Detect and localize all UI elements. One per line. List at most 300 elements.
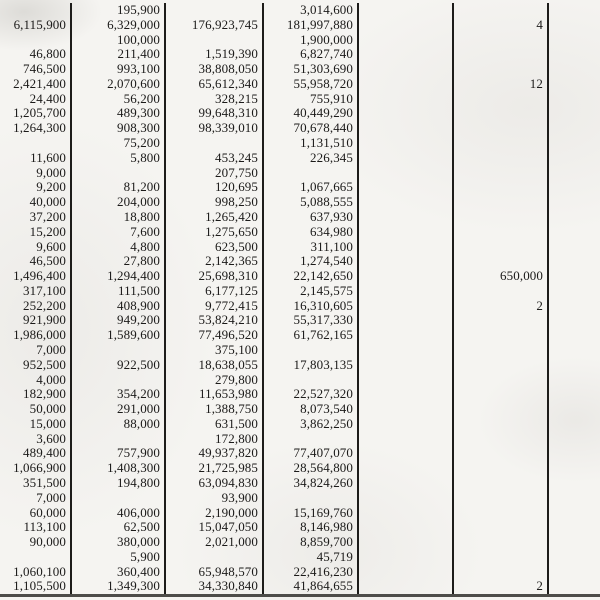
table-cell: 1,294,400	[72, 269, 166, 284]
table-cell: 9,600	[0, 240, 72, 255]
table-cell	[549, 506, 600, 521]
table-cell	[166, 33, 264, 48]
table-cell	[454, 225, 549, 240]
table-cell	[359, 77, 454, 92]
table-cell	[454, 402, 549, 417]
table-cell: 380,000	[72, 535, 166, 550]
table-cell: 56,200	[72, 92, 166, 107]
table-cell	[549, 3, 600, 18]
table-cell	[166, 550, 264, 565]
table-cell	[72, 491, 166, 506]
table-cell: 949,200	[72, 313, 166, 328]
table-cell	[549, 18, 600, 33]
table-row	[0, 432, 600, 447]
table-cell	[359, 387, 454, 402]
table-cell	[549, 358, 600, 373]
table-cell: 6,329,000	[72, 18, 166, 33]
table-row	[0, 254, 600, 269]
table-cell	[549, 491, 600, 506]
table-cell: 952,500	[0, 358, 72, 373]
table-cell: 4,000	[0, 373, 72, 388]
table-cell	[359, 62, 454, 77]
table-cell	[359, 254, 454, 269]
table-cell	[359, 106, 454, 121]
table-cell: 5,088,555	[264, 195, 359, 210]
table-cell: 181,997,880	[264, 18, 359, 33]
table-cell	[359, 313, 454, 328]
table-cell: 9,772,415	[166, 299, 264, 314]
table-cell: 18,800	[72, 210, 166, 225]
table-cell: 100,000	[72, 33, 166, 48]
table-cell	[454, 180, 549, 195]
table-cell: 81,200	[72, 180, 166, 195]
table-row	[0, 313, 600, 328]
table-cell: 1,060,100	[0, 565, 72, 580]
table-cell: 755,910	[264, 92, 359, 107]
table-cell: 637,930	[264, 210, 359, 225]
table-cell: 77,407,070	[264, 446, 359, 461]
table-cell: 354,200	[72, 387, 166, 402]
table-cell	[72, 432, 166, 447]
table-row	[0, 47, 600, 62]
table-cell: 7,000	[0, 491, 72, 506]
table-cell	[549, 520, 600, 535]
table-cell: 328,215	[166, 92, 264, 107]
table-row	[0, 373, 600, 388]
table-cell	[549, 269, 600, 284]
table-row	[0, 387, 600, 402]
table-cell	[359, 121, 454, 136]
table-row	[0, 461, 600, 476]
table-cell	[549, 417, 600, 432]
table-cell: 34,330,840	[166, 579, 264, 594]
table-cell: 5,900	[72, 550, 166, 565]
table-cell	[454, 565, 549, 580]
table-cell	[549, 565, 600, 580]
table-row	[0, 225, 600, 240]
table-cell: 17,803,135	[264, 358, 359, 373]
table-cell: 2	[454, 299, 549, 314]
table-row	[0, 269, 600, 284]
table-cell: 65,612,340	[166, 77, 264, 92]
table-cell	[549, 121, 600, 136]
table-cell	[454, 387, 549, 402]
table-cell: 88,000	[72, 417, 166, 432]
table-cell	[359, 92, 454, 107]
table-cell	[454, 254, 549, 269]
table-cell	[0, 136, 72, 151]
table-cell: 279,800	[166, 373, 264, 388]
table-cell: 24,400	[0, 92, 72, 107]
table-cell: 204,000	[72, 195, 166, 210]
table-cell: 623,500	[166, 240, 264, 255]
table-cell: 6,177,125	[166, 284, 264, 299]
table-cell: 3,862,250	[264, 417, 359, 432]
table-cell	[264, 343, 359, 358]
table-cell	[549, 151, 600, 166]
table-cell	[549, 106, 600, 121]
table-cell	[454, 313, 549, 328]
table-cell: 2,142,365	[166, 254, 264, 269]
table-cell: 50,000	[0, 402, 72, 417]
table-cell	[549, 535, 600, 550]
table-cell: 15,047,050	[166, 520, 264, 535]
table-cell: 252,200	[0, 299, 72, 314]
table-cell: 46,500	[0, 254, 72, 269]
table-cell	[264, 373, 359, 388]
table-cell: 40,000	[0, 195, 72, 210]
table-cell	[454, 461, 549, 476]
table-cell	[359, 535, 454, 550]
table-cell	[359, 18, 454, 33]
table-cell	[359, 225, 454, 240]
table-cell: 113,100	[0, 520, 72, 535]
table-cell: 291,000	[72, 402, 166, 417]
table-cell: 90,000	[0, 535, 72, 550]
table-cell	[454, 106, 549, 121]
table-cell: 9,200	[0, 180, 72, 195]
table-cell	[454, 446, 549, 461]
table-cell: 28,564,800	[264, 461, 359, 476]
table-cell: 4,800	[72, 240, 166, 255]
table-cell: 351,500	[0, 476, 72, 491]
table-cell: 1,274,540	[264, 254, 359, 269]
table-cell	[359, 417, 454, 432]
table-cell: 9,000	[0, 166, 72, 181]
table-cell	[454, 151, 549, 166]
table-cell: 311,100	[264, 240, 359, 255]
table-cell	[454, 550, 549, 565]
table-cell	[549, 33, 600, 48]
table-cell	[454, 121, 549, 136]
table-cell: 993,100	[72, 62, 166, 77]
table-row	[0, 535, 600, 550]
table-cell: 62,500	[72, 520, 166, 535]
table-cell	[549, 240, 600, 255]
table-cell: 1,519,390	[166, 47, 264, 62]
table-cell: 317,100	[0, 284, 72, 299]
table-cell: 1,900,000	[264, 33, 359, 48]
table-row	[0, 328, 600, 343]
table-cell: 7,000	[0, 343, 72, 358]
table-cell	[454, 343, 549, 358]
table-cell	[359, 284, 454, 299]
table-cell: 55,958,720	[264, 77, 359, 92]
table-cell: 921,900	[0, 313, 72, 328]
table-cell	[359, 402, 454, 417]
table-cell	[549, 476, 600, 491]
table-cell: 207,750	[166, 166, 264, 181]
table-cell	[549, 446, 600, 461]
table-cell: 25,698,310	[166, 269, 264, 284]
table-cell	[359, 358, 454, 373]
table-cell: 1,408,300	[72, 461, 166, 476]
table-row	[0, 180, 600, 195]
table-cell	[549, 136, 600, 151]
table-cell	[359, 299, 454, 314]
table-cell: 1,131,510	[264, 136, 359, 151]
table-cell	[454, 506, 549, 521]
table-row	[0, 491, 600, 506]
table-row	[0, 166, 600, 181]
table-cell: 16,310,605	[264, 299, 359, 314]
table-cell: 489,300	[72, 106, 166, 121]
table-cell	[454, 491, 549, 506]
table-cell: 6,827,740	[264, 47, 359, 62]
table-cell: 489,400	[0, 446, 72, 461]
table-row	[0, 520, 600, 535]
table-cell	[549, 195, 600, 210]
table-cell: 3,014,600	[264, 3, 359, 18]
table-cell: 3,600	[0, 432, 72, 447]
table-cell	[359, 461, 454, 476]
table-row	[0, 579, 600, 594]
table-cell	[549, 47, 600, 62]
table-cell	[549, 166, 600, 181]
table-cell: 182,900	[0, 387, 72, 402]
table-cell	[359, 476, 454, 491]
table-cell	[359, 269, 454, 284]
table-cell: 49,937,820	[166, 446, 264, 461]
table-cell	[454, 328, 549, 343]
table-cell	[549, 402, 600, 417]
table-cell: 375,100	[166, 343, 264, 358]
table-cell	[454, 166, 549, 181]
table-cell	[359, 446, 454, 461]
table-row	[0, 33, 600, 48]
table-cell: 1,349,300	[72, 579, 166, 594]
table-row	[0, 299, 600, 314]
table-row	[0, 343, 600, 358]
table-cell	[454, 3, 549, 18]
table-cell	[0, 3, 72, 18]
table-row	[0, 62, 600, 77]
table-cell	[359, 47, 454, 62]
table-cell: 1,067,665	[264, 180, 359, 195]
table-cell: 226,345	[264, 151, 359, 166]
table-cell	[454, 373, 549, 388]
table-cell: 1,986,000	[0, 328, 72, 343]
table-cell	[454, 62, 549, 77]
table-cell	[359, 550, 454, 565]
table-cell: 1,275,650	[166, 225, 264, 240]
table-cell	[549, 343, 600, 358]
table-cell: 34,824,260	[264, 476, 359, 491]
table-cell: 15,169,760	[264, 506, 359, 521]
table-cell	[72, 373, 166, 388]
table-row	[0, 210, 600, 225]
table-cell: 453,245	[166, 151, 264, 166]
table-cell: 1,589,600	[72, 328, 166, 343]
table-cell	[549, 432, 600, 447]
table-cell	[549, 210, 600, 225]
table-cell	[454, 520, 549, 535]
table-cell	[359, 491, 454, 506]
table-cell	[454, 476, 549, 491]
table-cell: 2,190,000	[166, 506, 264, 521]
table-cell: 2,145,575	[264, 284, 359, 299]
table-cell: 75,200	[72, 136, 166, 151]
table-cell	[454, 92, 549, 107]
table-row	[0, 417, 600, 432]
table-cell	[359, 343, 454, 358]
table-row	[0, 121, 600, 136]
table-row	[0, 506, 600, 521]
table-cell: 650,000	[454, 269, 549, 284]
table-cell: 757,900	[72, 446, 166, 461]
table-row	[0, 18, 600, 33]
table-cell: 1,496,400	[0, 269, 72, 284]
table-cell	[549, 373, 600, 388]
table-cell: 51,303,690	[264, 62, 359, 77]
table-cell: 60,000	[0, 506, 72, 521]
table-cell: 22,527,320	[264, 387, 359, 402]
table-cell	[549, 550, 600, 565]
table-cell	[454, 284, 549, 299]
table-cell: 211,400	[72, 47, 166, 62]
table-cell	[549, 461, 600, 476]
table-cell: 8,073,540	[264, 402, 359, 417]
table-cell: 2,021,000	[166, 535, 264, 550]
table-cell	[359, 136, 454, 151]
table-row	[0, 402, 600, 417]
table-cell: 4	[454, 18, 549, 33]
table-cell: 45,719	[264, 550, 359, 565]
table-cell: 27,800	[72, 254, 166, 269]
table-cell	[454, 33, 549, 48]
table-cell: 634,980	[264, 225, 359, 240]
table-cell: 55,317,330	[264, 313, 359, 328]
table-row	[0, 151, 600, 166]
table-cell	[454, 195, 549, 210]
table-row	[0, 476, 600, 491]
table-row	[0, 565, 600, 580]
table-cell	[72, 166, 166, 181]
table-cell: 1,205,700	[0, 106, 72, 121]
table-cell: 2,070,600	[72, 77, 166, 92]
table-row	[0, 358, 600, 373]
table-cell: 1,066,900	[0, 461, 72, 476]
table-row	[0, 550, 600, 565]
table-cell	[549, 225, 600, 240]
table-cell: 38,808,050	[166, 62, 264, 77]
table-cell	[264, 166, 359, 181]
table-cell: 65,948,570	[166, 565, 264, 580]
table-cell: 22,416,230	[264, 565, 359, 580]
table-cell: 908,300	[72, 121, 166, 136]
table-cell: 40,449,290	[264, 106, 359, 121]
table-cell	[359, 180, 454, 195]
table-row	[0, 136, 600, 151]
table-cell	[549, 77, 600, 92]
table-cell	[454, 432, 549, 447]
table-cell: 8,859,700	[264, 535, 359, 550]
table-cell: 12	[454, 77, 549, 92]
table-cell	[359, 506, 454, 521]
table-cell: 1,265,420	[166, 210, 264, 225]
table-cell	[264, 432, 359, 447]
table-cell	[454, 417, 549, 432]
table-row	[0, 195, 600, 210]
table-cell	[359, 579, 454, 594]
table-cell: 63,094,830	[166, 476, 264, 491]
table-cell: 176,923,745	[166, 18, 264, 33]
table-cell: 922,500	[72, 358, 166, 373]
table-cell	[454, 358, 549, 373]
table-cell: 746,500	[0, 62, 72, 77]
table-cell	[549, 284, 600, 299]
table-cell	[359, 3, 454, 18]
table-cell: 22,142,650	[264, 269, 359, 284]
table-cell: 11,653,980	[166, 387, 264, 402]
table-row	[0, 446, 600, 461]
table-cell	[549, 313, 600, 328]
table-cell: 111,500	[72, 284, 166, 299]
table-cell	[359, 565, 454, 580]
table-cell	[359, 373, 454, 388]
table-cell	[359, 33, 454, 48]
table-cell: 7,600	[72, 225, 166, 240]
table-cell	[549, 387, 600, 402]
table-cell	[454, 240, 549, 255]
table-cell: 120,695	[166, 180, 264, 195]
table-cell	[359, 151, 454, 166]
table-cell: 37,200	[0, 210, 72, 225]
table-cell	[0, 33, 72, 48]
table-cell: 77,496,520	[166, 328, 264, 343]
table-cell: 18,638,055	[166, 358, 264, 373]
table-cell	[359, 328, 454, 343]
table-cell: 195,900	[72, 3, 166, 18]
table-cell	[549, 254, 600, 269]
table-cell	[359, 210, 454, 225]
table-cell	[359, 240, 454, 255]
table-cell: 15,000	[0, 417, 72, 432]
table-cell	[549, 180, 600, 195]
table-cell: 360,400	[72, 565, 166, 580]
table-cell	[454, 535, 549, 550]
table-cell: 6,115,900	[0, 18, 72, 33]
table-cell: 15,200	[0, 225, 72, 240]
table-row	[0, 106, 600, 121]
table-cell: 21,725,985	[166, 461, 264, 476]
table-cell: 70,678,440	[264, 121, 359, 136]
table-cell	[549, 92, 600, 107]
table-cell	[454, 136, 549, 151]
table-cell: 61,762,165	[264, 328, 359, 343]
table-cell	[549, 62, 600, 77]
table-cell: 2,421,400	[0, 77, 72, 92]
table-cell: 1,388,750	[166, 402, 264, 417]
table-cell	[166, 136, 264, 151]
table-row	[0, 77, 600, 92]
table-cell	[549, 328, 600, 343]
table-cell: 5,800	[72, 151, 166, 166]
table-cell: 8,146,980	[264, 520, 359, 535]
table-cell	[549, 299, 600, 314]
table-cell: 172,800	[166, 432, 264, 447]
table-cell	[454, 47, 549, 62]
table-cell	[166, 3, 264, 18]
table-cell: 631,500	[166, 417, 264, 432]
table-cell	[359, 432, 454, 447]
table-cell	[359, 520, 454, 535]
table-cell	[264, 491, 359, 506]
table-cell: 93,900	[166, 491, 264, 506]
table-cell: 98,339,010	[166, 121, 264, 136]
table-cell: 1,105,500	[0, 579, 72, 594]
table-cell: 194,800	[72, 476, 166, 491]
